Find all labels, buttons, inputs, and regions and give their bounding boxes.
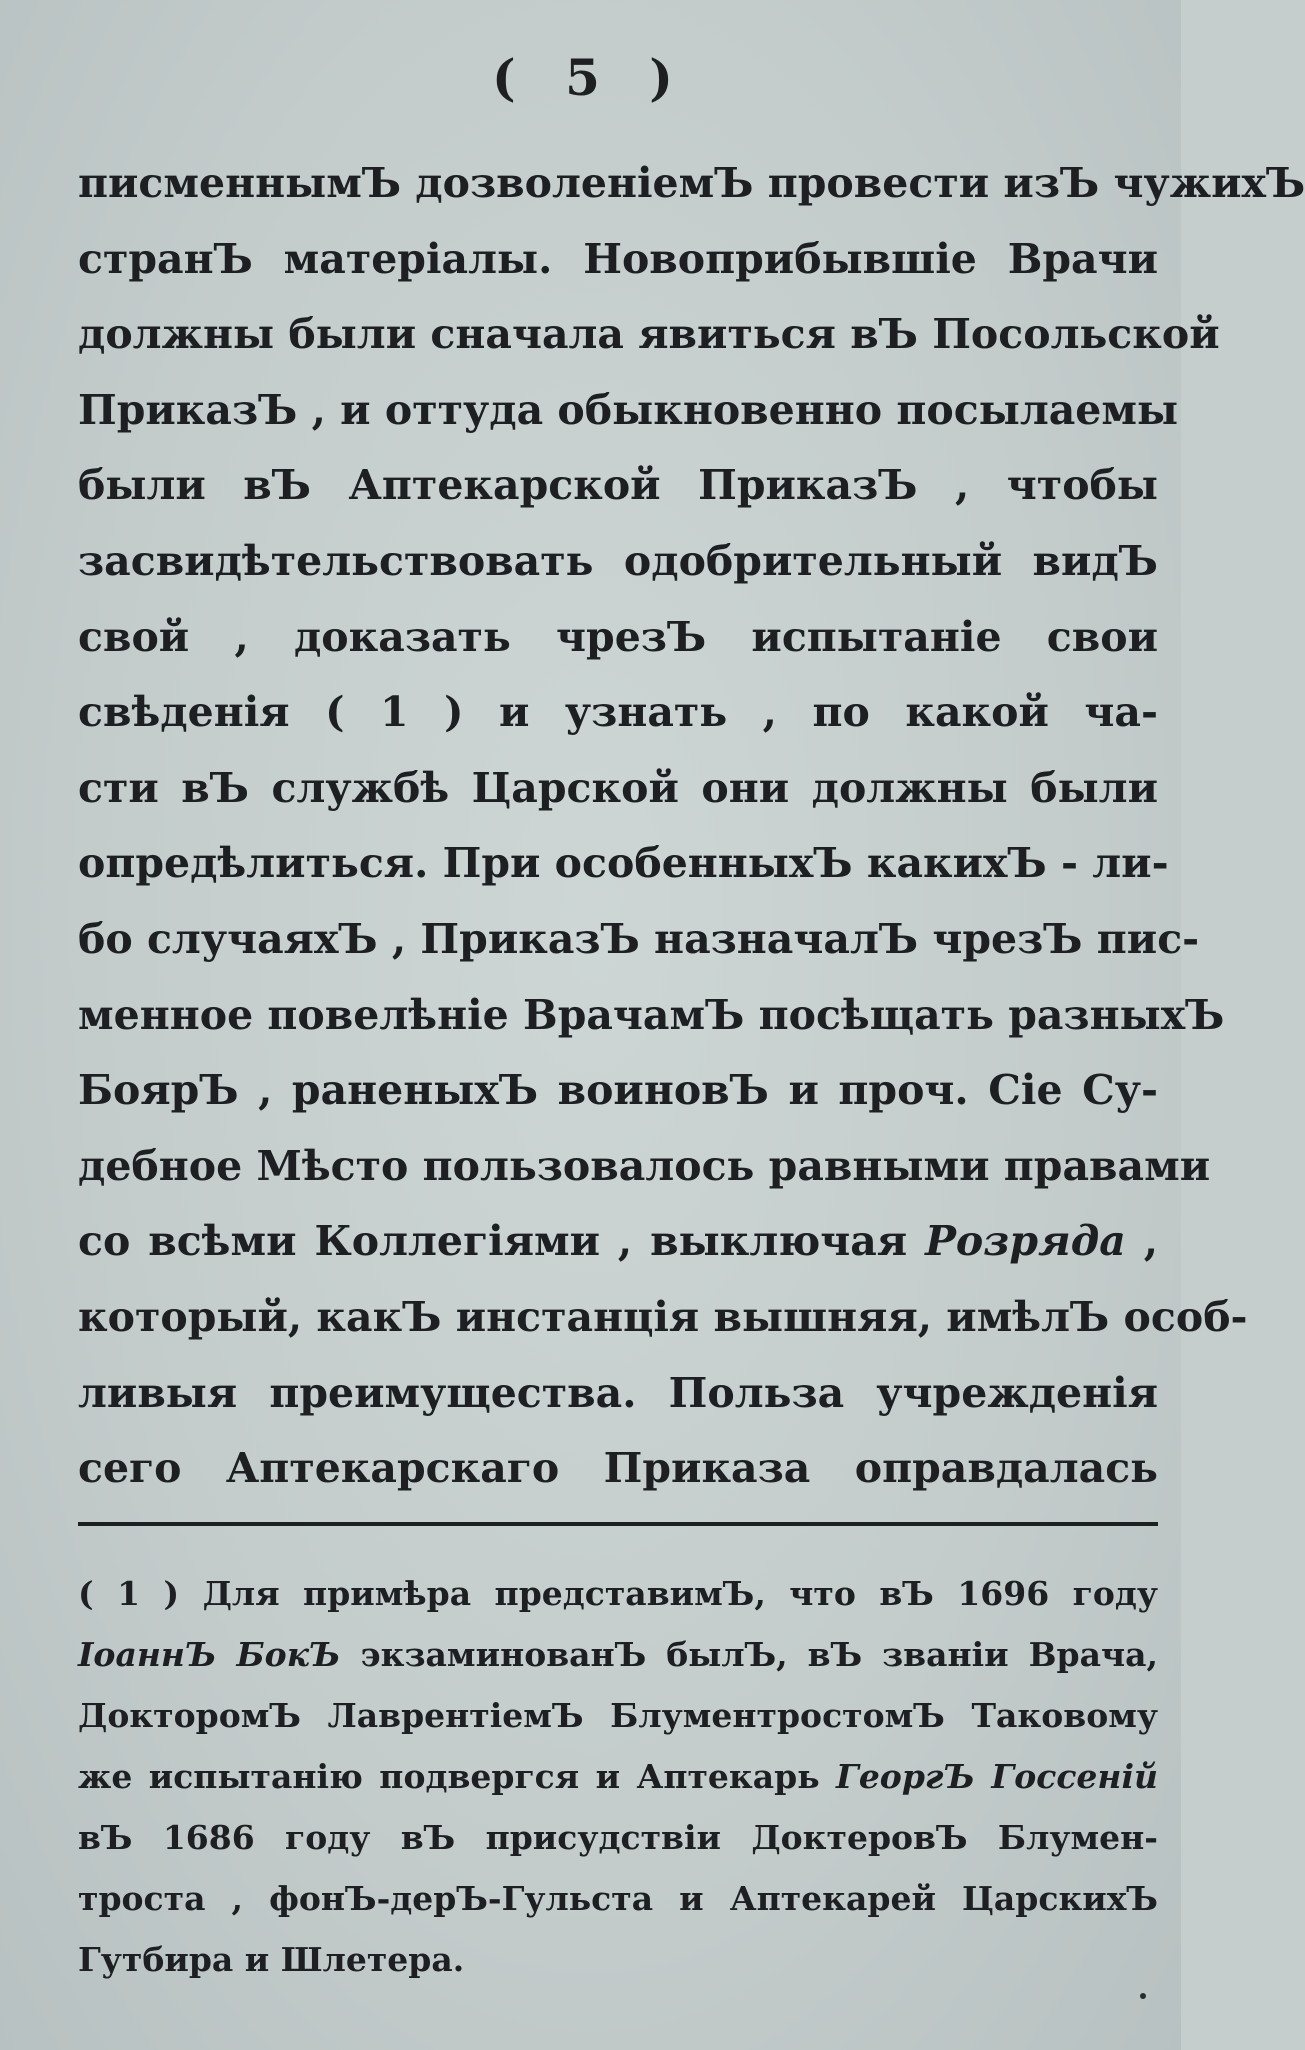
text-line: свѣденія ( 1 ) и узнать , по какой ча- [78,688,1158,737]
person-name: ІоаннЪ БокЪ [78,1635,341,1674]
text-line: менное повелѣніе ВрачамЪ посѣщать разныхЪ [78,990,1225,1039]
footnote [78,1563,1158,1990]
text-line: дебное Мѣсто пользовалось равными правами [78,1141,1211,1190]
text-line: опредѣлиться. При особенныхЪ какихЪ - ли- [78,839,1169,888]
footnote-divider [78,1522,1158,1526]
footnote-line [78,1746,1158,1807]
text-line: странЪ матеріалы. Новоприбывшіе Врачи [78,234,1158,283]
text-line: засвидѣтельствовать одобрительный видЪ [78,536,1158,585]
footnote-line: ( 1 ) Для примѣра представимЪ, что вЪ 1696 году [78,1574,1158,1613]
footnote-line: троста , фонЪ-дерЪ-Гульста и Аптекарей ЦарскихЪ [78,1879,1158,1918]
footnote-line: вЪ 1686 году вЪ присудствіи ДоктеровЪ Блумен- [78,1818,1158,1857]
text-line: должны были сначала явиться вЪ Посольской [78,310,1220,359]
footnote-line: Гутбира и Шлетера. [78,1940,465,1979]
text-line: свой , доказать чрезЪ испытаніе свои [78,612,1158,661]
text-line: писменнымЪ дозволеніемЪ провести изЪ чужихЪ [78,159,1305,207]
text-line [78,1204,1158,1280]
page-number: ( 5 ) [492,48,689,107]
text-segment: экзаминованЪ былЪ, вЪ званіи Врача, [340,1635,1158,1674]
text-segment: со всѣми Коллегіями , выключая [78,1217,926,1266]
text-line: были вЪ Аптекарской ПриказЪ , чтобы [78,461,1158,510]
emphasized-term: Розряда [925,1217,1126,1266]
text-line: сти вЪ службѣ Царской они должны были [78,763,1158,812]
text-segment: же испытанію подвергся и Аптекарь [78,1757,837,1796]
text-line: ПриказЪ , и оттуда обыкновенно посылаемы [78,385,1179,434]
footnote-line [78,1624,1158,1685]
text-line: БоярЪ , раненыхЪ воиновЪ и проч. Сіе Су- [78,1066,1158,1115]
main-text [78,146,1305,1507]
ink-speck [1140,1993,1146,1999]
text-line: бо случаяхЪ , ПриказЪ назначалЪ чрезЪ пис- [78,914,1200,963]
text-line: ливыя преимущества. Польза учрежденія [78,1368,1158,1417]
text-line: сего Аптекарскаго Приказа оправдалась [78,1444,1158,1493]
text-segment: , [1125,1217,1158,1266]
footnote-line: ДокторомЪ ЛаврентіемЪ БлументростомЪ Таковому [78,1696,1158,1735]
text-line: который, какЪ инстанція вышняя, имѣлЪ особ- [78,1292,1248,1341]
person-name: ГеоргЪ Госсеній [836,1757,1158,1796]
